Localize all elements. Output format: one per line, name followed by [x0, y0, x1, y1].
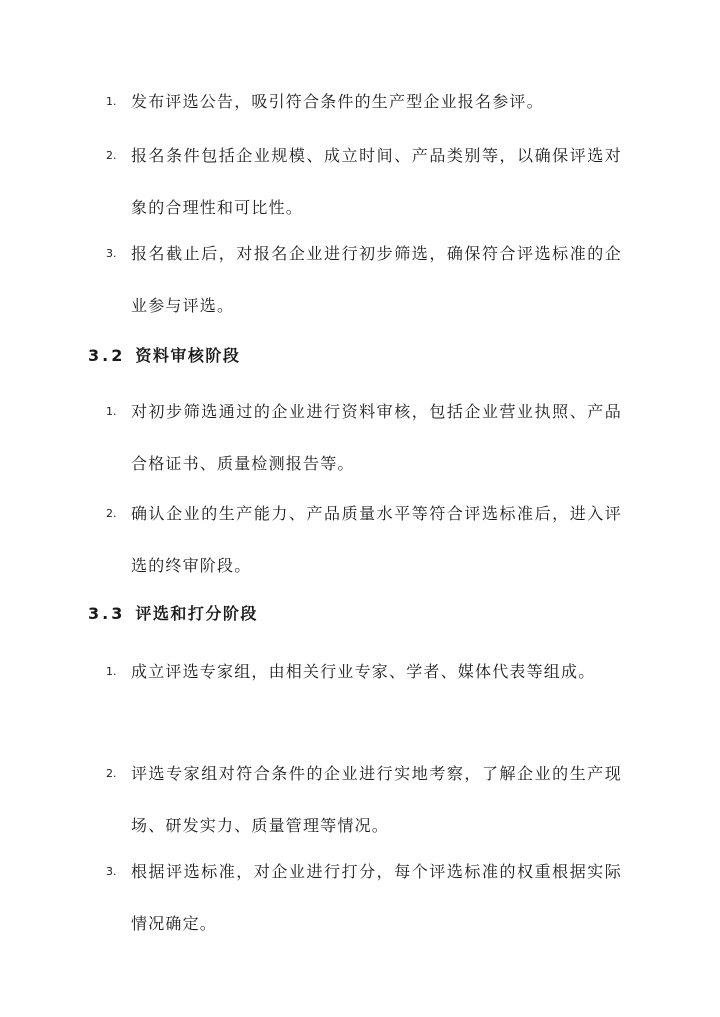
list-item-number: 1.: [106, 405, 117, 418]
list-item: [106, 846, 622, 950]
list-item: [106, 228, 622, 332]
section-number: 3.2: [88, 346, 126, 365]
list-item-text: 报名截止后，对报名企业进行初步筛选，确保符合评选标准的企业参与评选。: [131, 244, 622, 315]
section-title: 资料审核阶段: [135, 346, 241, 365]
list-item-text: 成立评选专家组，由相关行业专家、学者、媒体代表等组成。: [131, 662, 596, 681]
list-item-text: 发布评选公告，吸引符合条件的生产型企业报名参评。: [131, 92, 544, 111]
list-item: [106, 130, 622, 234]
list-item-number: 2.: [106, 507, 117, 520]
section-heading: [88, 602, 258, 626]
section-title: 评选和打分阶段: [135, 604, 258, 623]
list-item: [106, 646, 622, 698]
list-item: [106, 386, 622, 490]
list-item: [106, 76, 622, 128]
list-item-text: 根据评选标准，对企业进行打分，每个评选标准的权重根据实际情况确定。: [131, 862, 622, 933]
list-item-number: 3.: [106, 865, 117, 878]
section-heading: [88, 344, 240, 368]
list-item: [106, 488, 622, 592]
list-item-number: 2.: [106, 767, 117, 780]
section-number: 3.3: [88, 604, 126, 623]
list-item-text: 评选专家组对符合条件的企业进行实地考察，了解企业的生产现场、研发实力、质量管理等情况。: [131, 764, 622, 835]
list-item-text: 报名条件包括企业规模、成立时间、产品类别等，以确保评选对象的合理性和可比性。: [131, 146, 622, 217]
list-item: [106, 748, 622, 852]
list-item-number: 2.: [106, 149, 117, 162]
list-item-text: 确认企业的生产能力、产品质量水平等符合评选标准后，进入评选的终审阶段。: [131, 504, 622, 575]
list-item-number: 3.: [106, 247, 117, 260]
list-item-number: 1.: [106, 665, 117, 678]
list-item-number: 1.: [106, 95, 117, 108]
list-item-text: 对初步筛选通过的企业进行资料审核，包括企业营业执照、产品合格证书、质量检测报告等。: [131, 402, 622, 473]
